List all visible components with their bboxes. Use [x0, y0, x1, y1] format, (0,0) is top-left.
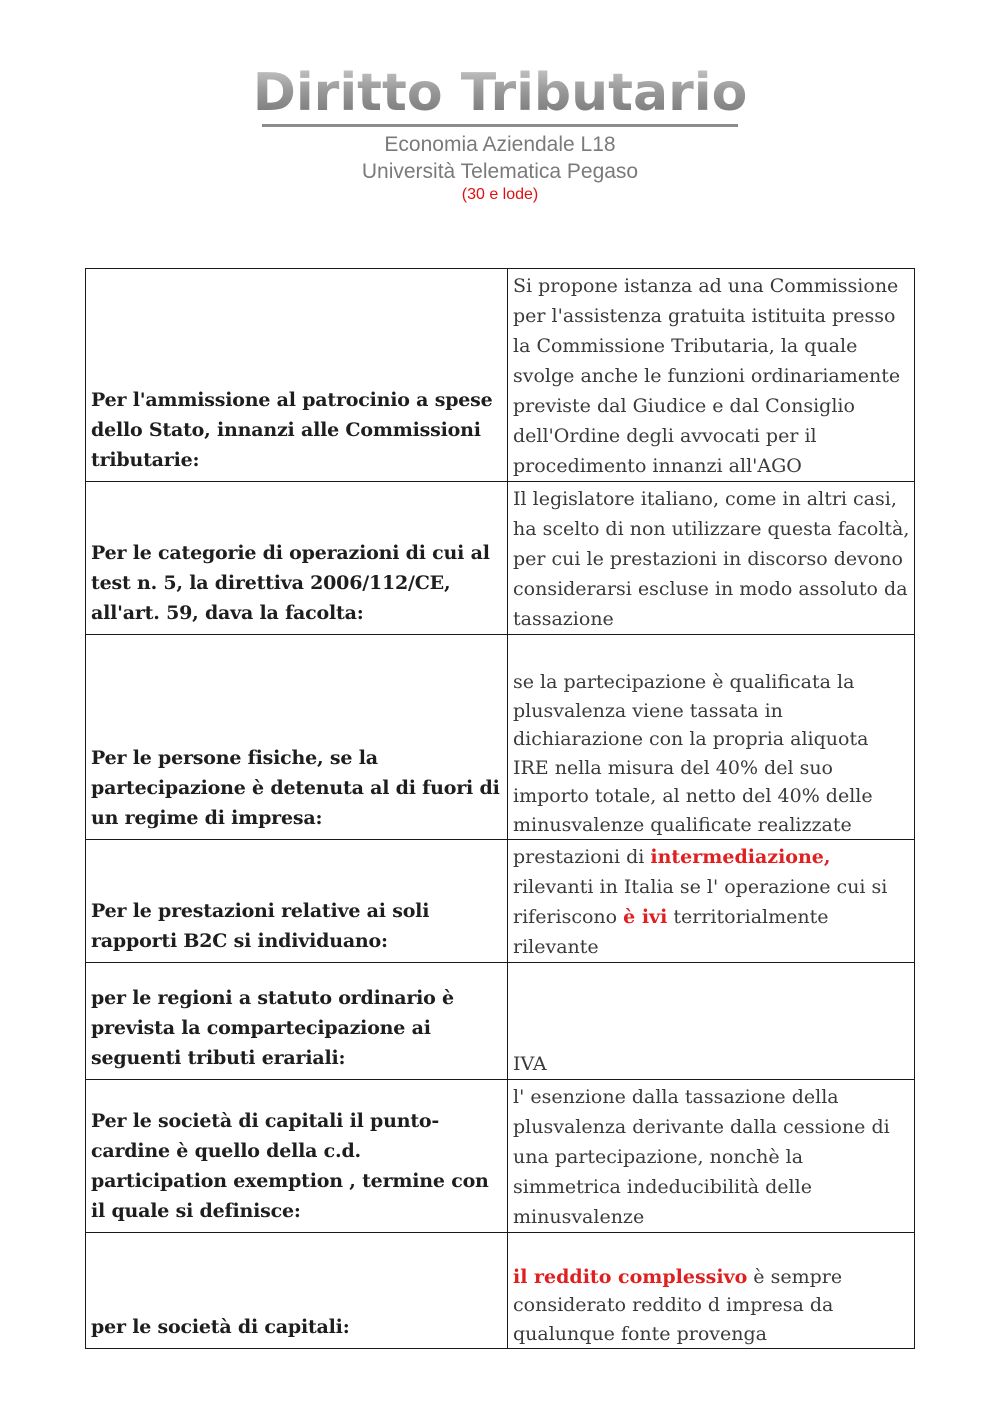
answer-cell: IVA	[508, 963, 915, 1080]
question-cell: Per le persone fisiche, se la partecipazione è detenuta al di fuori di un regime di impresa:	[86, 635, 508, 840]
university-name: Università Telematica Pegaso	[361, 160, 639, 183]
highlight-text: è ivi	[623, 906, 668, 928]
answer-cell	[508, 840, 915, 963]
grade-note: (30 e lode)	[461, 186, 539, 203]
question-cell: Per le società di capitali il punto-cardine è quello della c.d. participation exemption , termine con il quale si definisce:	[86, 1080, 508, 1233]
table-row	[86, 635, 915, 840]
question-cell: per le regioni a statuto ordinario è prevista la compartecipazione ai seguenti tributi erariali:	[86, 963, 508, 1080]
answer-cell	[508, 1233, 915, 1349]
title-underline	[262, 124, 738, 127]
highlight-text: intermediazione,	[650, 846, 831, 868]
table-row	[86, 1233, 915, 1349]
answer-cell: Si propone istanza ad una Commissione per l'assistenza gratuita istituita presso la Commissione Tributaria, la quale svolge anche le funzioni ordinariamente previste dal Giudice e dal Consiglio dell'Ordine degli avvocati per il procedimento innanzi all'AGO	[508, 269, 915, 482]
question-cell: Per l'ammissione al patrocinio a spese dello Stato, innanzi alle Commissioni tributarie:	[86, 269, 508, 482]
answer-text: territorialmente rilevante	[513, 906, 829, 958]
page-header	[0, 62, 1000, 205]
answer-cell: Il legislatore italiano, come in altri casi, ha scelto di non utilizzare questa facoltà, per cui le prestazioni in discorso devono considerarsi escluse in modo assoluto da tassazione	[508, 482, 915, 635]
answer-cell: se la partecipazione è qualificata la plusvalenza viene tassata in dichiarazione con la propria aliquota IRE nella misura del 40% del suo importo totale, al netto del 40% delle minusvalenze qualificate realizzate	[508, 635, 915, 840]
table-row	[86, 1080, 915, 1233]
question-cell: Per le prestazioni relative ai soli rapporti B2C si individuano:	[86, 840, 508, 963]
question-cell: Per le categorie di operazioni di cui al test n. 5, la direttiva 2006/112/CE, all'art. 59, dava la facolta:	[86, 482, 508, 635]
answer-text: rilevanti in Italia se l' operazione cui si riferiscono	[513, 876, 888, 928]
answer-text: prestazioni di	[513, 846, 651, 868]
answer-text: è sempre considerato reddito d impresa da qualunque fonte provenga	[513, 1265, 843, 1345]
table-row	[86, 840, 915, 963]
table-row	[86, 482, 915, 635]
table-row	[86, 269, 915, 482]
answer-cell: l' esenzione dalla tassazione della plusvalenza derivante dalla cessione di una partecipazione, nonchè la simmetrica indeducibilità delle minusvalenze	[508, 1080, 915, 1233]
document-title: Diritto Tributario	[252, 63, 748, 123]
qa-table	[85, 268, 915, 1349]
question-cell: per le società di capitali:	[86, 1233, 508, 1349]
course-name: Economia Aziendale L18	[384, 133, 616, 156]
table-row	[86, 963, 915, 1080]
highlight-text: il reddito complessivo	[513, 1265, 748, 1288]
